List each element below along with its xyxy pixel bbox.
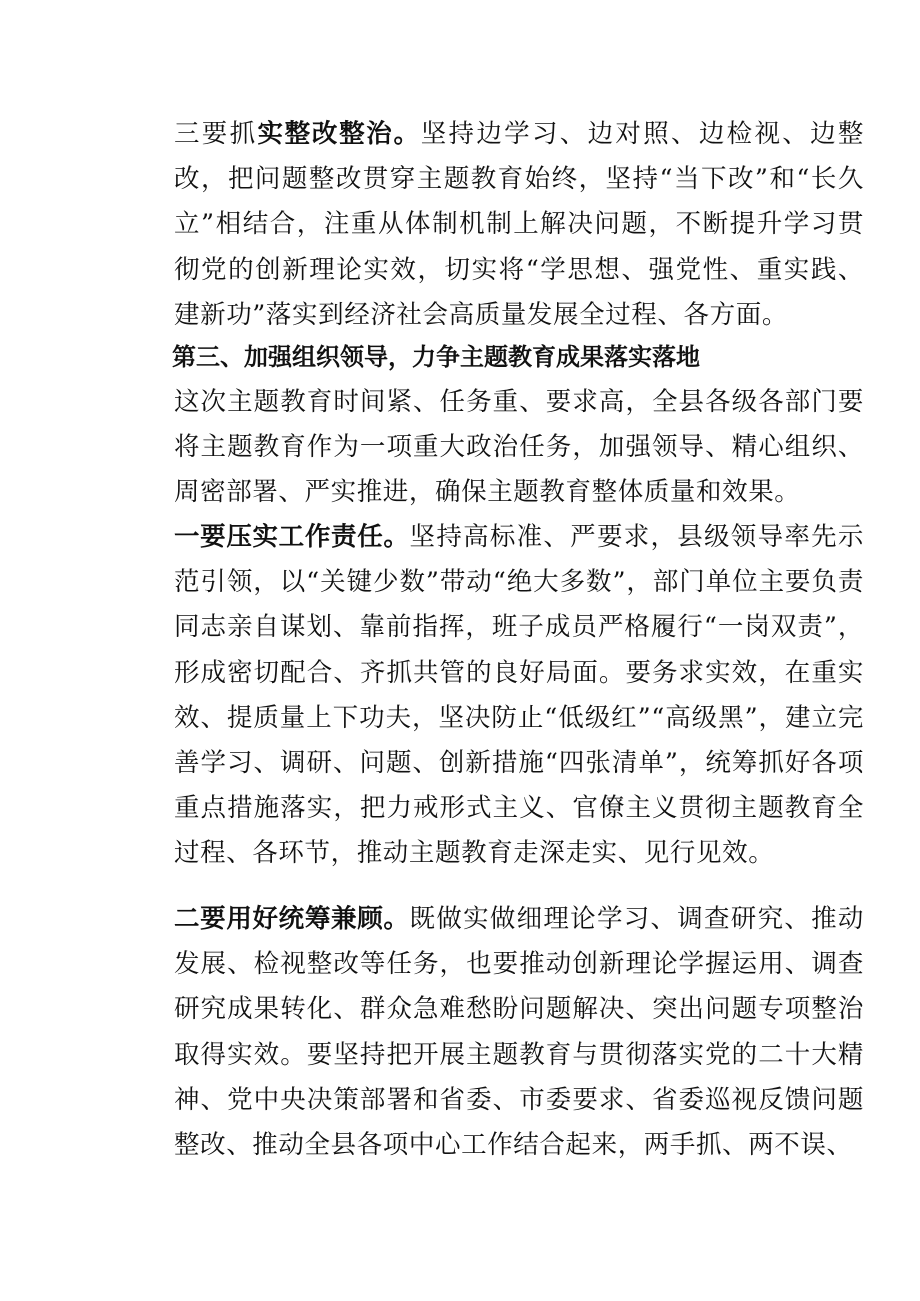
paragraph-lead: 实整改整治。 <box>257 119 421 149</box>
paragraph-body: 这次主题教育时间紧、任务重、要求高，全县各级各部门要将主题教育作为一项重大政治任务，加强领导、精心组织、周密部署、严实推进，确保主题教育整体质量和效果。 <box>174 387 864 508</box>
paragraph-responsibility <box>118 515 864 877</box>
paragraph-lead: 一要压实工作责任。 <box>174 522 410 552</box>
paragraph-body: 既做实做细理论学习、调查研究、推动发展、检视整改等任务，也要推动创新理论学握运用、调查研究成果转化、群众急难愁盼问题解决、突出问题专项整治取得实效。要坚持把开展主题教育与贯彻落实党的二十大精神、党中央决策部署和省委、市委要求、省委巡视反馈问题整改、推动全县各项中心工作结合起来，两手抓、两不误、 <box>174 904 864 1161</box>
paragraph-intro <box>118 380 864 516</box>
paragraph-coordination <box>118 897 864 1168</box>
paragraph-lead: 二要用好统筹兼顾。 <box>174 904 410 934</box>
paragraph-body: 坚持高标准、严要求，县级领导率先示范引领，以“关键少数”带动“绝大多数”，部门单位主要负责同志亲自谋划、靠前指挥，班子成员严格履行“一岗双责”，形成密切配合、齐抓共管的良好局面。要务求实效，在重实效、提质量上下功夫，坚决防止“低级红”“高级黑”，建立完善学习、调研、问题、创新措施“四张清单”，统筹抓好各项重点措施落实，把力戒形式主义、官僚主义贯彻主题教育全过程、各环节，推动主题教育走深走实、见行见效。 <box>174 522 864 869</box>
paragraph-prefix: 三要抓 <box>174 119 258 149</box>
paragraph-rectification <box>118 112 864 338</box>
section-heading-three: 第三、加强组织领导，力争主题教育成果落实落地 <box>172 343 700 371</box>
paragraph-body: 坚持边学习、边对照、边检视、边整改，把问题整改贯穿主题教育始终，坚持“当下改”和“长久立”相结合，注重从体制机制上解决问题，不断提升学习贯彻党的创新理论实效，切实将“学思想、强党性、重实践、建新功”落实到经济社会高质量发展全过程、各方面。 <box>174 119 864 330</box>
